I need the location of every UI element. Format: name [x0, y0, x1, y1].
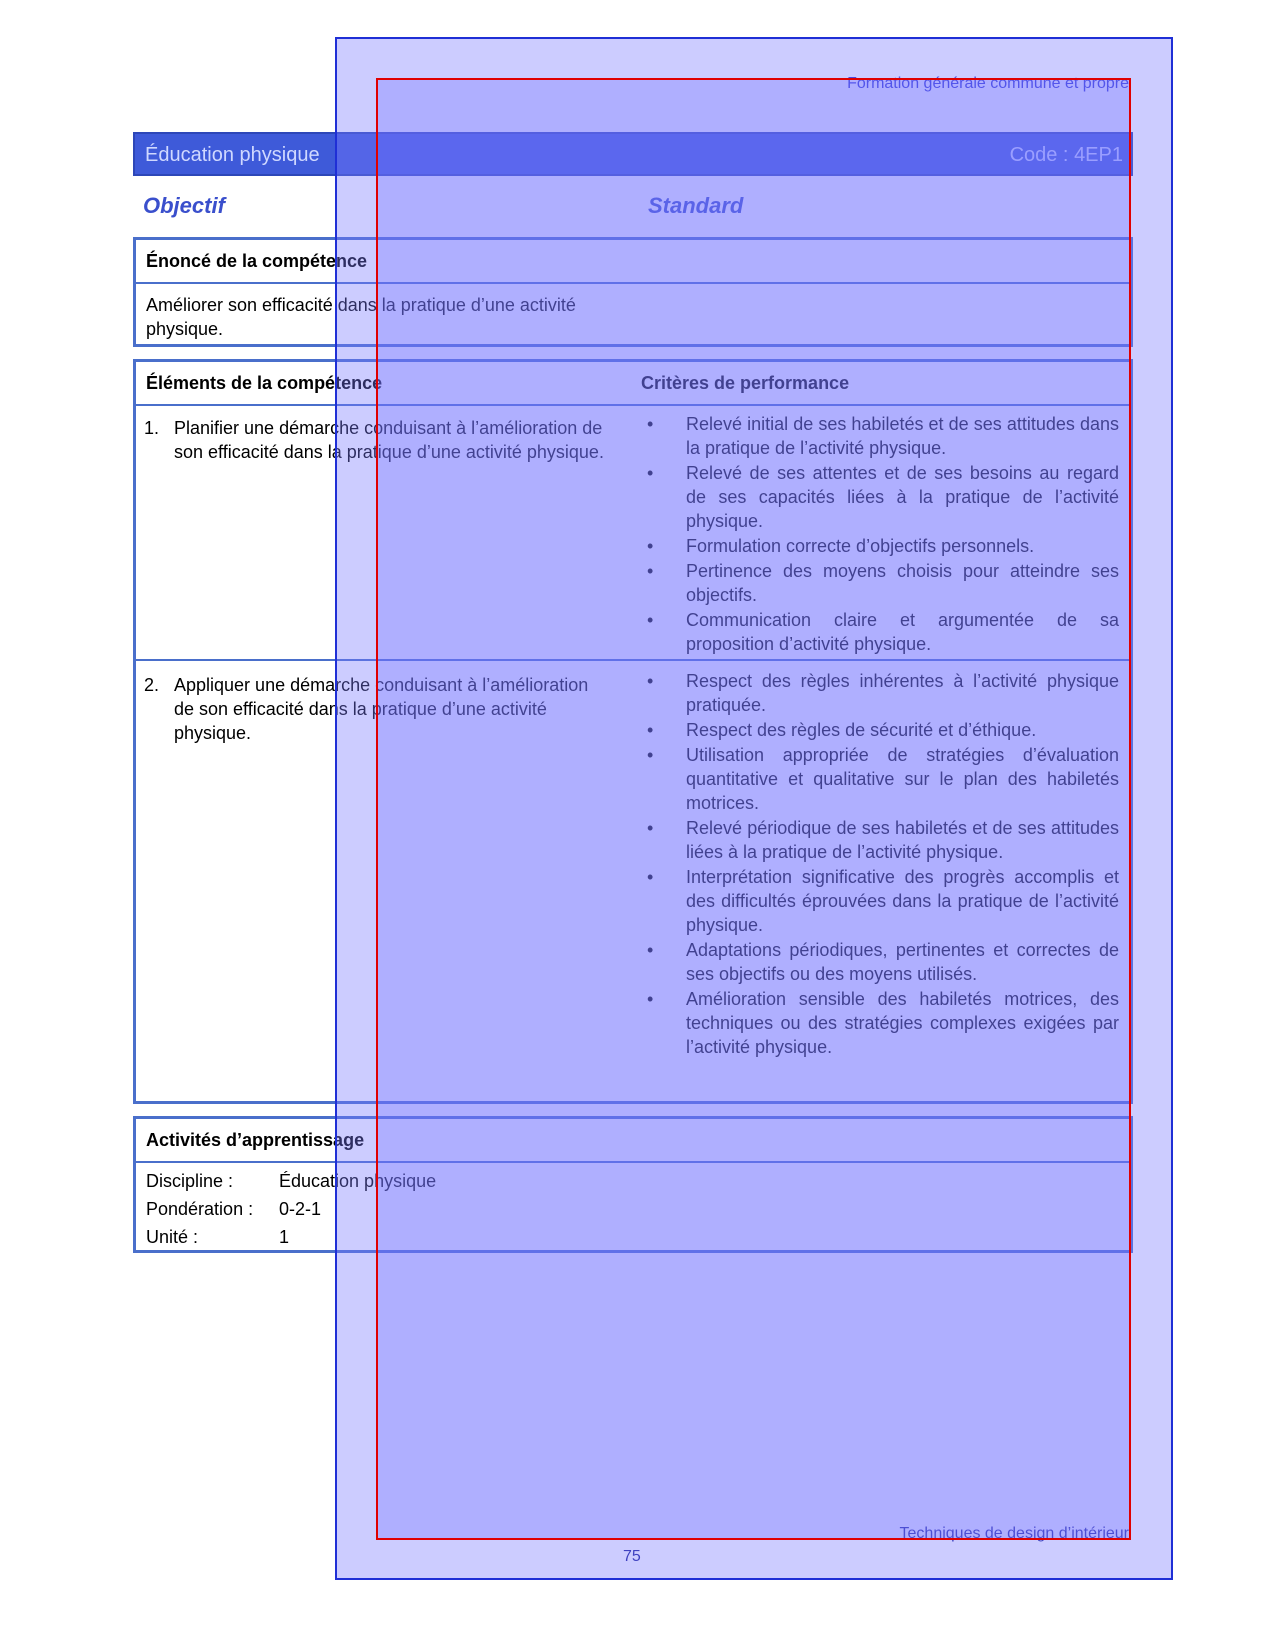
- layout-overlay-inner: [376, 78, 1131, 1540]
- enonce-text: Améliorer son efficacité dans la pratique d’une activité physique.: [146, 295, 576, 339]
- course-title: Éducation physique: [145, 144, 320, 166]
- criterion-item: • Communication claire et argumentée de sa proposition d’activité physique.: [647, 610, 1119, 654]
- bullet-icon: •: [647, 720, 654, 740]
- page-number: 75: [623, 1548, 641, 1565]
- criterion-item: • Adaptations périodiques, pertinentes et correctes de ses objectifs ou des moyens utilisés.: [647, 940, 1119, 984]
- discipline-value: Éducation physique: [279, 1171, 437, 1191]
- bullet-icon: •: [647, 561, 654, 581]
- enonce-heading: Énoncé de la compétence: [146, 251, 368, 271]
- course-code-value: 4EP1: [1074, 144, 1123, 166]
- activites-heading: Activités d’apprentissage: [146, 1130, 365, 1150]
- course-code-label: Code :: [1009, 144, 1069, 166]
- bullet-icon: •: [647, 610, 654, 630]
- footer-program-title: Techniques de design d’intérieur: [899, 1525, 1129, 1542]
- objectif-label: Objectif: [143, 193, 225, 218]
- element-number: 2.: [144, 675, 160, 695]
- element-text: Planifier une démarche conduisant à l’amélioration de son efficacité dans la pratique d’une activité physique.: [174, 418, 604, 462]
- bullet-icon: •: [647, 940, 654, 960]
- unite-value: 1: [279, 1227, 290, 1247]
- ponderation-label: Pondération :: [146, 1199, 254, 1219]
- running-header: Formation générale commune et propre: [847, 75, 1129, 92]
- criterion-item: • Utilisation appropriée de stratégies d’évaluation quantitative et qualitative sur le plan des habiletés motrices.: [647, 745, 1119, 813]
- elements-column-heading: Éléments de la compétence: [146, 373, 383, 393]
- criterion-item: • Interprétation significative des progrès accomplis et des difficultés éprouvées dans la pratique de l’activité physique.: [647, 867, 1119, 935]
- element-text: Appliquer une démarche conduisant à l’amélioration de son efficacité dans la pratique d’une activité physique.: [174, 675, 589, 743]
- bullet-icon: •: [647, 414, 654, 434]
- criterion-item: • Respect des règles de sécurité et d’éthique.: [647, 720, 1037, 740]
- bullet-icon: •: [647, 463, 654, 483]
- standard-label: Standard: [648, 193, 744, 218]
- criterion-item: • Formulation correcte d’objectifs personnels.: [647, 536, 1035, 556]
- criterion-item: • Pertinence des moyens choisis pour atteindre ses objectifs.: [647, 561, 1119, 605]
- bullet-icon: •: [647, 671, 654, 691]
- unite-label: Unité :: [146, 1227, 199, 1247]
- bullet-icon: •: [647, 989, 654, 1009]
- criteria-column-heading: Critères de performance: [641, 373, 850, 393]
- bullet-icon: •: [647, 745, 654, 765]
- criterion-item: • Relevé périodique de ses habiletés et de ses attitudes liées à la pratique de l’activité physique.: [647, 818, 1119, 862]
- criterion-item: • Relevé initial de ses habiletés et de ses attitudes dans la pratique de l’activité physique.: [647, 414, 1119, 458]
- element-number: 1.: [144, 418, 160, 438]
- criterion-item: • Amélioration sensible des habiletés motrices, des techniques ou des stratégies complexes exigées par l’activité physique.: [647, 989, 1119, 1057]
- bullet-icon: •: [647, 818, 654, 838]
- bullet-icon: •: [647, 536, 654, 556]
- bullet-icon: •: [647, 867, 654, 887]
- criterion-item: • Relevé de ses attentes et de ses besoins au regard de ses capacités liées à la pratique de l’activité physique.: [647, 463, 1119, 531]
- discipline-label: Discipline :: [146, 1171, 234, 1191]
- ponderation-value: 0-2-1: [279, 1199, 322, 1219]
- criterion-item: • Respect des règles inhérentes à l’activité physique pratiquée.: [647, 671, 1119, 715]
